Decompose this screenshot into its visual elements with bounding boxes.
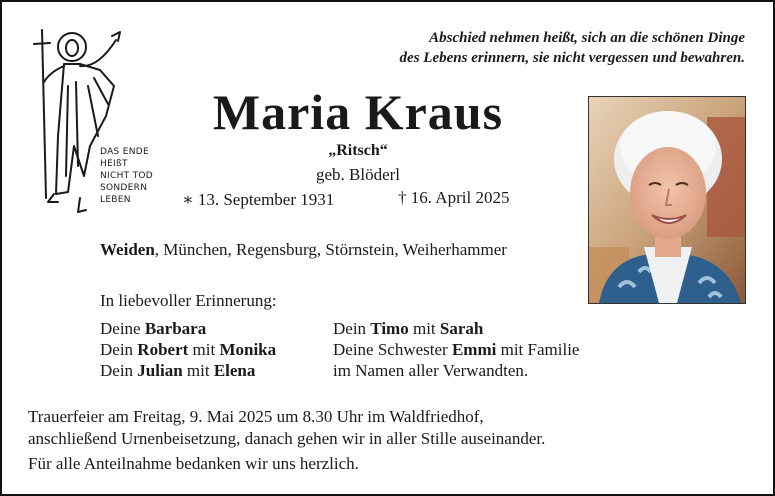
farewell-quote [400,28,745,68]
mourner-line: im Namen aller Verwandten. [333,361,529,380]
place-rest: , München, Regensburg, Störnstein, Weiherhammer [154,240,507,259]
nickname: „Ritsch“ [328,142,388,159]
mourner-line: Dein Julian mit Elena [100,361,256,380]
portrait-photo [588,96,746,304]
death-date [398,188,509,208]
motto-line: LEBEN [100,195,131,205]
mourners-intro: In liebevoller Erinnerung: [100,291,277,310]
places-list [100,240,507,260]
mourner-line: Deine Barbara [100,319,207,338]
death-symbol: † [398,188,407,207]
birth-date-text: 13. September 1931 [197,190,335,209]
place-main: Weiden [100,240,155,259]
mourners-right-column [333,318,579,381]
motto-line: DAS ENDE [100,147,149,157]
mourners-left-column [100,318,276,381]
quote-line-2: des Lebens erinnern, sie nicht vergessen und bewahren. [399,50,745,66]
funeral-info [28,406,545,450]
motto-line: HEIßT [100,159,128,169]
funeral-line-1: Trauerfeier am Freitag, 9. Mai 2025 um 8.30 Uhr im Waldfriedhof, [28,407,484,426]
mourner-line: Dein Timo mit Sarah [333,319,484,338]
motto-line: NICHT TOD [100,171,154,181]
birth-symbol: ∗ [182,190,194,209]
death-date-text: 16. April 2025 [410,188,510,207]
deceased-name: Maria Kraus [212,84,504,140]
funeral-line-2: anschließend Urnenbeisetzung, danach gehen wir in aller Stille auseinander. [28,429,546,448]
motto-line: SONDERN [100,183,148,193]
mourner-line: Deine Schwester Emmi mit Familie [333,340,580,359]
thanks-line: Für alle Anteilnahme bedanken wir uns herzlich. [28,454,359,473]
mourner-line: Dein Robert mit Monika [100,340,277,359]
maiden-name: geb. Blöderl [315,165,401,184]
birth-date [182,190,334,210]
quote-line-1: Abschied nehmen heißt, sich an die schönen Dinge [429,30,745,46]
